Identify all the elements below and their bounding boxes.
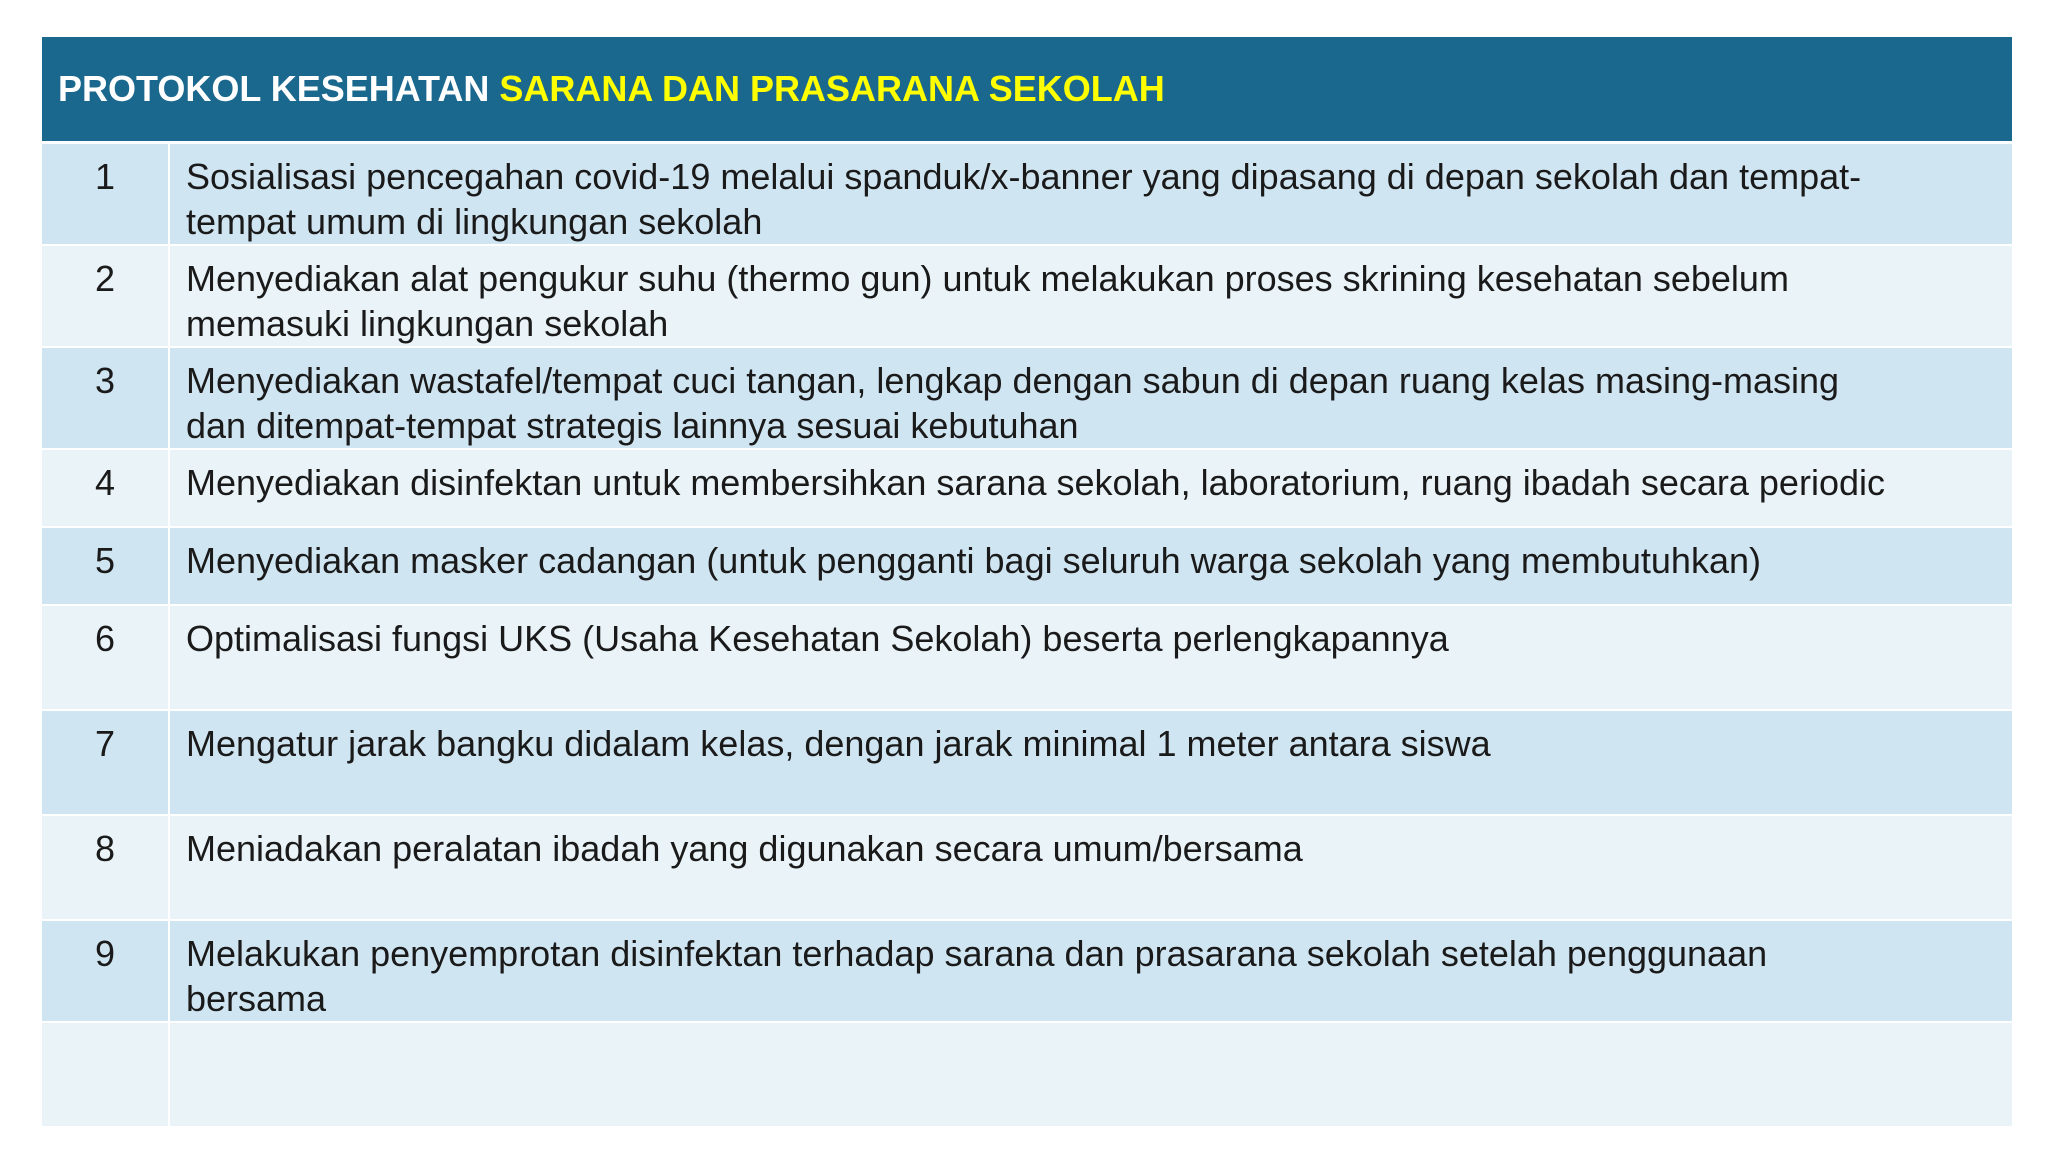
table-header-row <box>42 37 2012 143</box>
row-text-line: Melakukan penyemprotan disinfektan terhadap sarana dan prasarana sekolah setelah penggunaan <box>186 933 1768 974</box>
row-text <box>169 710 2012 815</box>
row-number: 8 <box>42 815 169 920</box>
row-text-line: Meniadakan peralatan ibadah yang digunakan secara umum/bersama <box>186 828 1303 869</box>
row-text-empty <box>169 1022 2012 1126</box>
row-text-line: Mengatur jarak bangku didalam kelas, dengan jarak minimal 1 meter antara siswa <box>186 723 1491 764</box>
row-text-line: Sosialisasi pencegahan covid-19 melalui spanduk/x-banner yang dipasang di depan sekolah dan tempat- <box>186 156 1862 197</box>
row-text-line: dan ditempat-tempat strategis lainnya sesuai kebutuhan <box>186 405 1079 446</box>
row-text-line: Menyediakan wastafel/tempat cuci tangan, lengkap dengan sabun di depan ruang kelas masing-masing <box>186 360 1840 401</box>
row-text <box>169 245 2012 347</box>
row-number: 7 <box>42 710 169 815</box>
row-number: 1 <box>42 143 169 246</box>
row-text-line: tempat umum di lingkungan sekolah <box>186 201 763 242</box>
row-text <box>169 605 2012 710</box>
row-text <box>169 815 2012 920</box>
row-text <box>169 143 2012 246</box>
row-text-line: memasuki lingkungan sekolah <box>186 303 669 344</box>
row-number-empty <box>42 1022 169 1126</box>
header-title-accent: SARANA DAN PRASARANA SEKOLAH <box>499 68 1165 109</box>
table-row <box>42 449 2012 527</box>
row-text-line: Optimalisasi fungsi UKS (Usaha Kesehatan Sekolah) beserta perlengkapannya <box>186 618 1449 659</box>
row-text-line: Menyediakan masker cadangan (untuk pengganti bagi seluruh warga sekolah yang membutuhkan) <box>186 540 1761 581</box>
table-row <box>42 920 2012 1022</box>
table-row <box>42 605 2012 710</box>
row-number: 5 <box>42 527 169 605</box>
row-text-line: Menyediakan alat pengukur suhu (thermo gun) untuk melakukan proses skrining kesehatan sebelum <box>186 258 1789 299</box>
table-row <box>42 710 2012 815</box>
row-number: 6 <box>42 605 169 710</box>
row-number: 4 <box>42 449 169 527</box>
table-row <box>42 245 2012 347</box>
row-text <box>169 347 2012 449</box>
row-text <box>169 527 2012 605</box>
table-row <box>42 527 2012 605</box>
row-number: 9 <box>42 920 169 1022</box>
row-text <box>169 920 2012 1022</box>
table-row-empty <box>42 1022 2012 1126</box>
table-row <box>42 347 2012 449</box>
row-number: 2 <box>42 245 169 347</box>
table-header <box>42 37 2012 143</box>
header-title-main: PROTOKOL KESEHATAN <box>58 68 500 109</box>
table-row <box>42 143 2012 246</box>
row-text-line: bersama <box>186 978 327 1019</box>
table-row <box>42 815 2012 920</box>
row-number: 3 <box>42 347 169 449</box>
row-text-line: Menyediakan disinfektan untuk membersihkan sarana sekolah, laboratorium, ruang ibadah secara periodic <box>186 462 1885 503</box>
row-text <box>169 449 2012 527</box>
protocol-table <box>42 37 2012 1126</box>
